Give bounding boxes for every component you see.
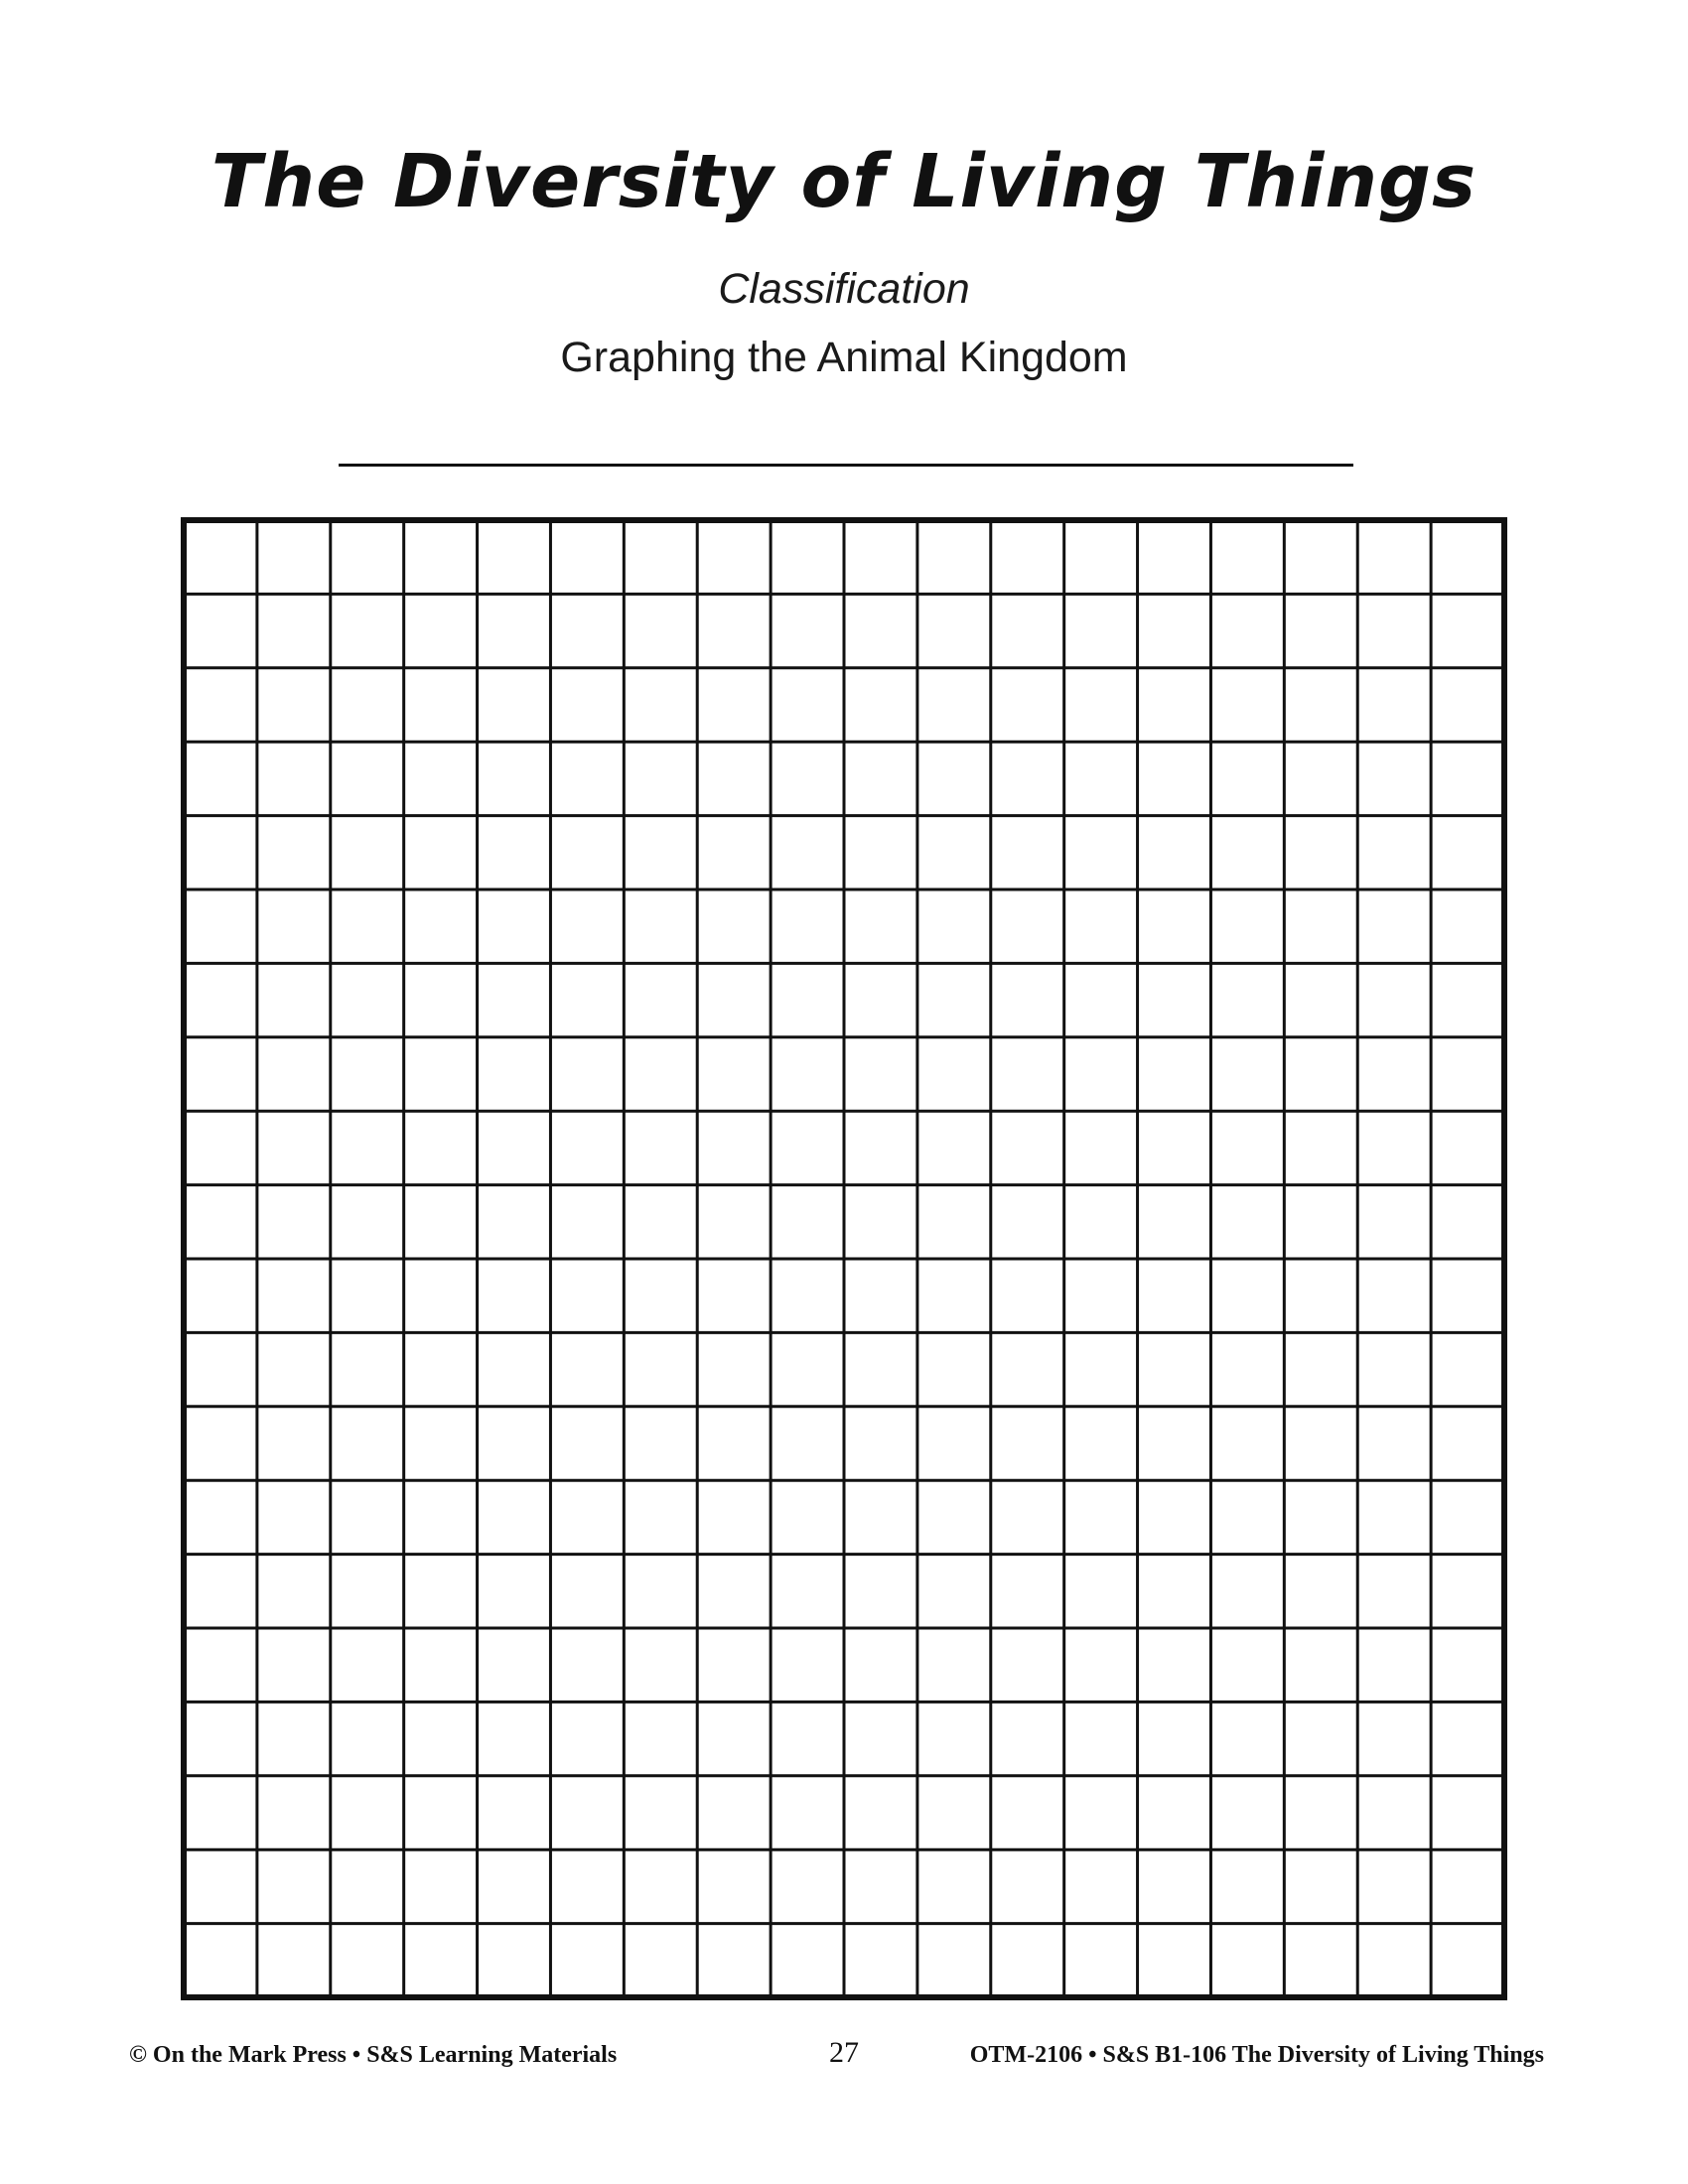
page-number: 27 [829,2036,859,2069]
grid-svg [181,517,1507,2000]
graph-title-write-line[interactable] [339,464,1353,467]
activity-subtitle: Graphing the Animal Kingdom [560,334,1128,381]
graph-paper-grid[interactable] [181,517,1507,2000]
page-title: The Diversity of Living Things [211,139,1477,224]
section-label: Classification [718,265,970,313]
footer-publisher: © On the Mark Press • S&S Learning Materials [129,2042,618,2068]
footer-product-code: OTM-2106 • S&S B1-106 The Diversity of Living Things [969,2042,1544,2068]
